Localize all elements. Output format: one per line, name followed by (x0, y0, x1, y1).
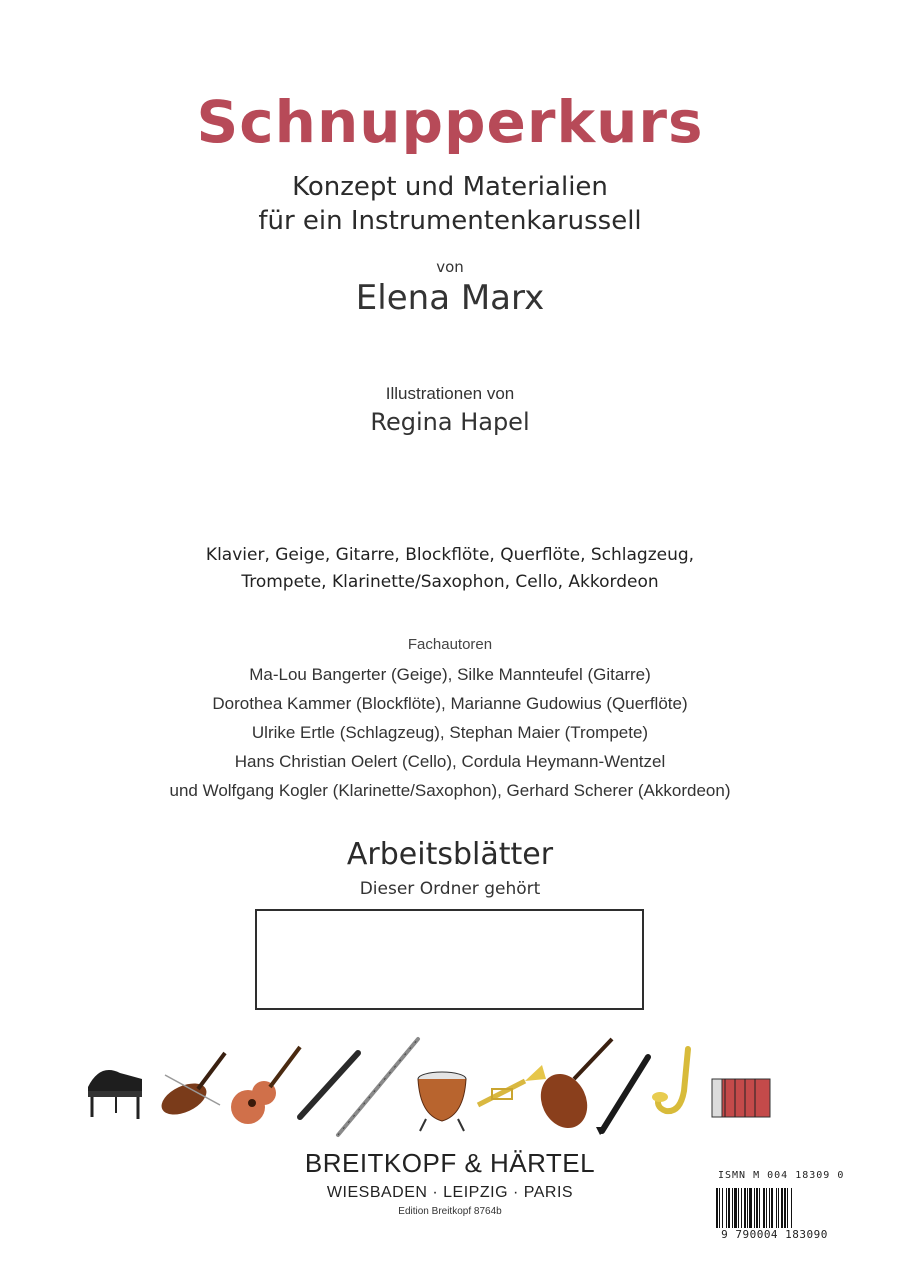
book-title: Schnupperkurs (196, 88, 704, 156)
owner-label: Dieser Ordner gehört (359, 879, 541, 899)
barcode-bar (754, 1188, 755, 1230)
barcode-bar (766, 1188, 767, 1230)
barcode-bar (749, 1188, 752, 1230)
subtitle-line-2: für ein Instrumentenkarussell (258, 206, 642, 236)
barcode-bar (781, 1188, 783, 1230)
barcode-bar (769, 1188, 770, 1230)
barcode-bar (726, 1188, 727, 1230)
illustrator-name: Regina Hapel (370, 408, 530, 436)
barcode-bar (763, 1188, 765, 1230)
instrument-list-line-2: Trompete, Klarinette/Saxophon, Cello, Akkordeon (241, 572, 659, 592)
barcode-bar (747, 1188, 748, 1230)
barcode-bar (732, 1188, 733, 1230)
fachautor-line: Hans Christian Oelert (Cello), Cordula Heymann-Wentzel (234, 752, 666, 771)
saxophone-icon (652, 1049, 688, 1111)
barcode-bar (734, 1188, 737, 1230)
publisher-cities: WIESBADEN · LEIPZIG · PARIS (326, 1184, 574, 1201)
instrument-list-line-1: Klavier, Geige, Gitarre, Blockflöte, Querflöte, Schlagzeug, (205, 545, 695, 565)
barcode-bar (778, 1188, 779, 1230)
clarinet-icon (596, 1057, 648, 1135)
fachautor-line: Dorothea Kammer (Blockflöte), Marianne Gudowius (Querflöte) (212, 694, 688, 713)
illustrations-label: Illustrationen von (385, 384, 515, 403)
barcode-bar (738, 1188, 739, 1230)
author-name: Elena Marx (355, 278, 545, 318)
flute-icon (338, 1039, 418, 1135)
barcode-bar (771, 1188, 773, 1230)
barcode-bar (784, 1188, 786, 1230)
cello-icon (532, 1039, 612, 1136)
fachautor-line: Ulrike Ertle (Schlagzeug), Stephan Maier (Trompete) (251, 723, 649, 742)
barcode-bar (716, 1188, 718, 1230)
trumpet-icon (478, 1065, 546, 1105)
accordion-icon (712, 1079, 770, 1117)
barcode-bar (759, 1188, 760, 1230)
barcode-bar (722, 1188, 723, 1230)
barcode-number: 9 790004 183090 (712, 1228, 837, 1241)
drum-icon (418, 1072, 466, 1131)
barcode-bar (756, 1188, 758, 1230)
fachautoren-label: Fachautoren (407, 636, 493, 653)
barcode-bar (791, 1188, 792, 1230)
section-title: Arbeitsblätter (346, 837, 554, 872)
by-label: von (436, 258, 464, 276)
fachautor-line: Ma-Lou Bangerter (Geige), Silke Mannteufel (Gitarre) (249, 665, 651, 684)
barcode-bar (741, 1188, 742, 1230)
barcode-bar (719, 1188, 720, 1230)
barcode-bar (728, 1188, 730, 1230)
subtitle-line-1: Konzept und Materialien (292, 172, 608, 202)
recorder-icon (300, 1053, 358, 1117)
ismn-label: ISMN M 004 18309 0 (718, 1170, 845, 1181)
instrument-illustrations (80, 1035, 780, 1140)
edition-number: Edition Breitkopf 8764b (398, 1206, 502, 1217)
barcode-bar (776, 1188, 777, 1230)
fachautor-line: und Wolfgang Kogler (Klarinette/Saxophon), Gerhard Scherer (Akkordeon) (169, 781, 731, 800)
barcode-bar (787, 1188, 788, 1230)
guitar-icon (231, 1047, 300, 1124)
barcode-bar (744, 1188, 746, 1230)
publisher-name: BREITKOPF & HÄRTEL (304, 1148, 596, 1178)
violin-icon (157, 1053, 225, 1121)
piano-icon (88, 1070, 142, 1119)
owner-name-box[interactable] (255, 909, 644, 1010)
